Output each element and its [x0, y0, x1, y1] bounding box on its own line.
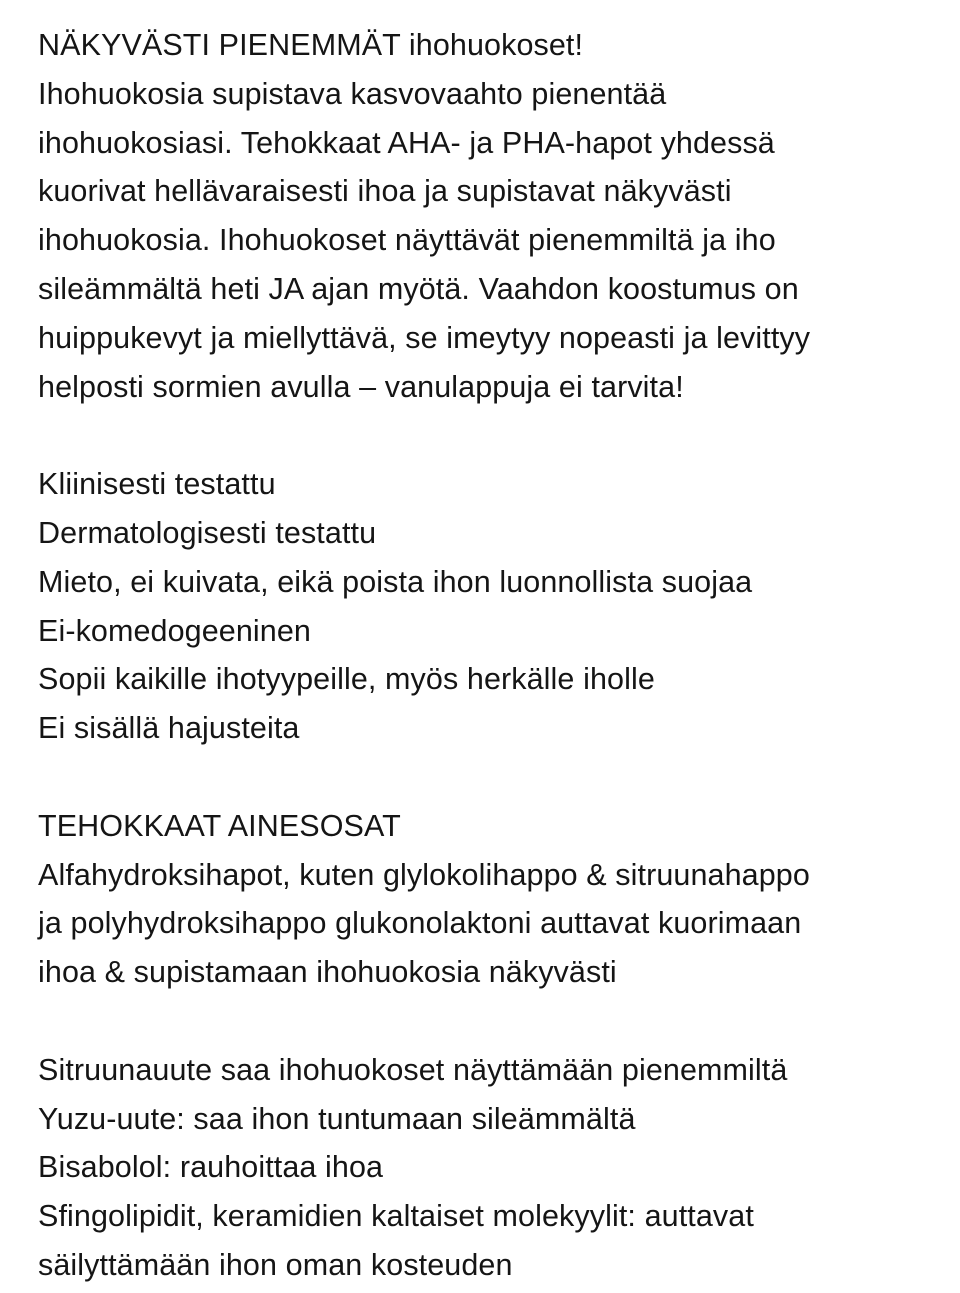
intro-line: ihohuokosiasi. Tehokkaat AHA- ja PHA-hapot yhdessä	[38, 125, 775, 160]
claim-item: Ei-komedogeeninen	[38, 613, 311, 648]
ingredients-section	[38, 802, 938, 1290]
ingredient-extract-line: Sitruunauute saa ihohuokoset näyttämään pienemmiltä	[38, 1052, 788, 1087]
ingredient-extract-line: Bisabolol: rauhoittaa ihoa	[38, 1150, 384, 1185]
intro-line: ihohuokosia. Ihohuokoset näyttävät pienemmiltä ja iho	[38, 223, 776, 258]
claim-item: Ei sisällä hajusteita	[38, 711, 300, 746]
ingredients-acids-line: ja polyhydroksihappo glukonolaktoni auttavat kuorimaan	[38, 906, 802, 941]
ingredients-acids-line: Alfahydroksihapot, kuten glylokolihappo & sitruunahappo	[38, 857, 810, 892]
intro-line: helposti sormien avulla – vanulappuja ei tarvita!	[38, 369, 684, 404]
claim-item: Dermatologisesti testattu	[38, 515, 377, 550]
paragraph-gap	[38, 411, 938, 460]
intro-section	[38, 21, 938, 411]
ingredient-extract-line: Sfingolipidit, keramidien kaltaiset molekyylit: auttavat	[38, 1199, 754, 1234]
intro-line: Ihohuokosia supistava kasvovaahto pienentää	[38, 76, 667, 111]
ingredient-extract-line: säilyttämään ihon oman kosteuden	[38, 1247, 513, 1282]
intro-line: kuorivat hellävaraisesti ihoa ja supistavat näkyvästi	[38, 174, 732, 209]
claim-item: Mieto, ei kuivata, eikä poista ihon luonnollista suojaa	[38, 564, 753, 599]
paragraph-gap	[38, 753, 938, 802]
claim-item: Kliinisesti testattu	[38, 467, 276, 502]
intro-line: huippukevyt ja miellyttävä, se imeytyy nopeasti ja levittyy	[38, 320, 811, 355]
ingredients-acids-line: ihoa & supistamaan ihohuokosia näkyvästi	[38, 955, 617, 990]
intro-heading: NÄKYVÄSTI PIENEMMÄT ihohuokoset!	[38, 28, 584, 62]
intro-line: sileämmältä heti JA ajan myötä. Vaahdon koostumus on	[38, 271, 799, 306]
paragraph-gap	[38, 997, 938, 1046]
claim-item: Sopii kaikille ihotyypeille, myös herkälle iholle	[38, 662, 655, 697]
ingredients-heading: TEHOKKAAT AINESOSAT	[38, 808, 401, 843]
ingredient-extract-line: Yuzu-uute: saa ihon tuntumaan sileämmältä	[38, 1101, 636, 1136]
claims-list	[38, 460, 938, 753]
product-description	[38, 21, 938, 1290]
